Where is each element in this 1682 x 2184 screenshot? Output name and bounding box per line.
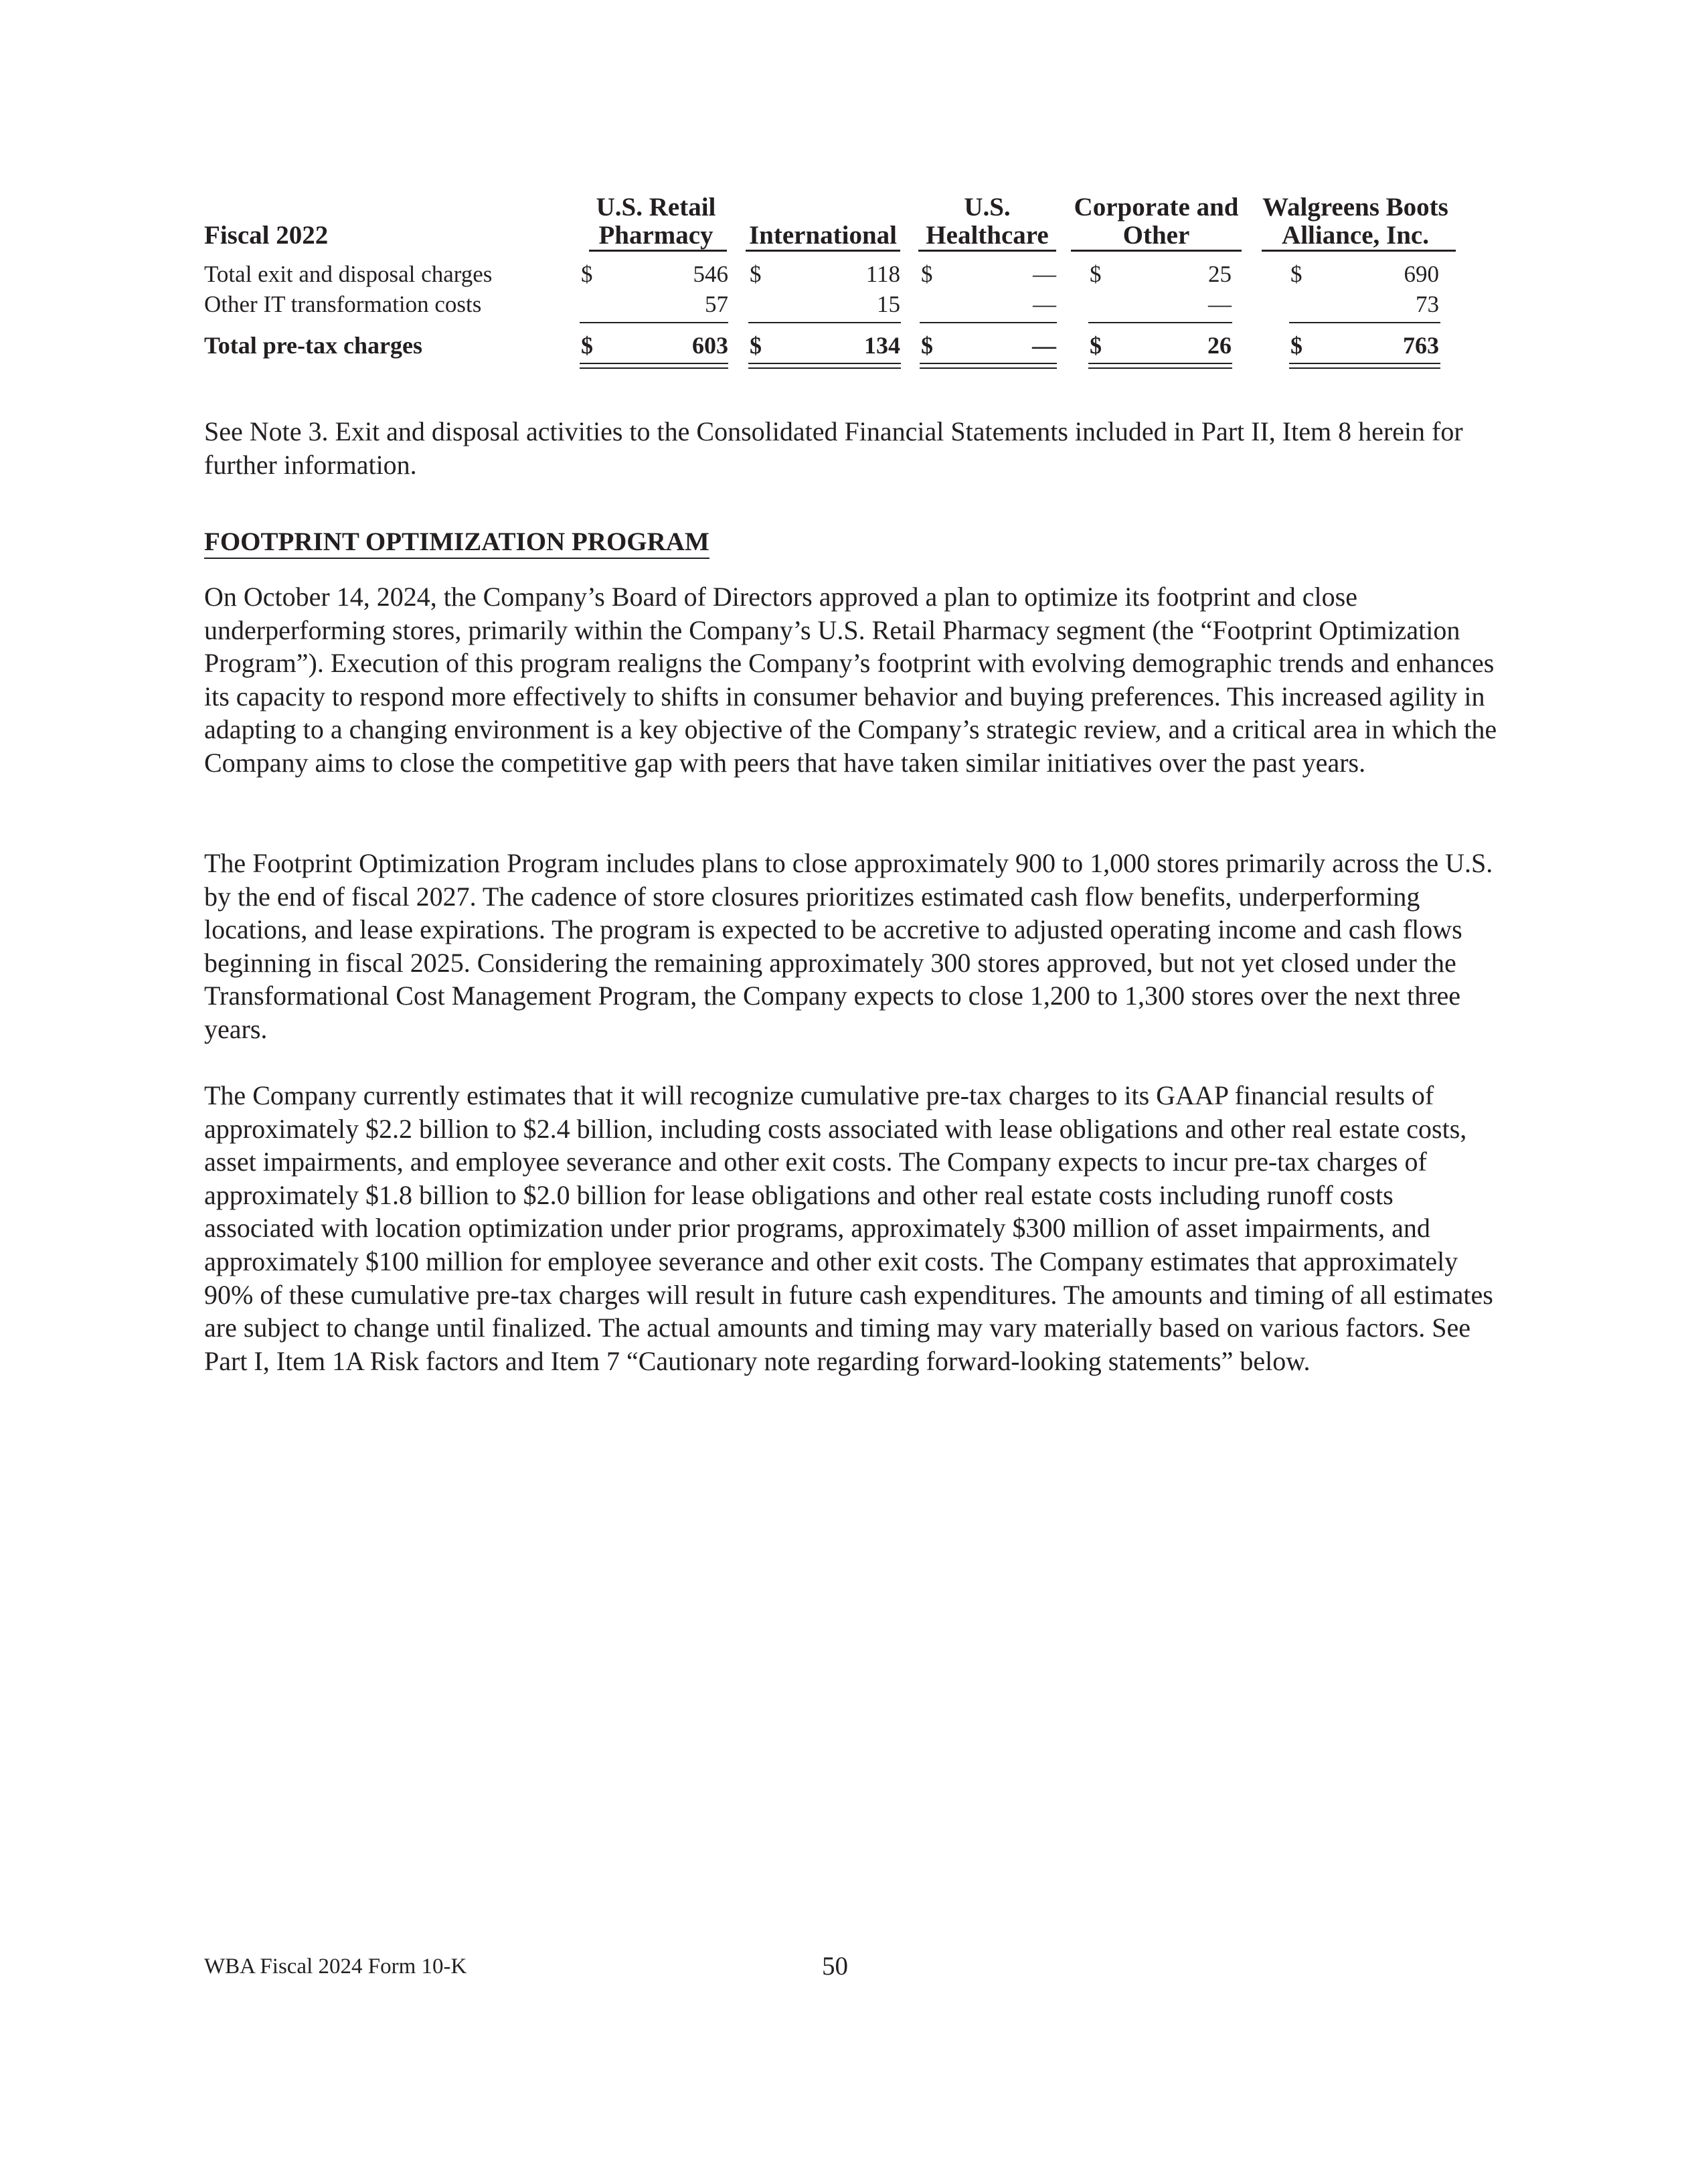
col-header-line2: Alliance, Inc.	[1282, 221, 1429, 250]
row-label: Total exit and disposal charges	[204, 261, 493, 287]
total-rule	[580, 363, 728, 364]
total-rule	[580, 367, 728, 369]
table-cell-total: 26	[1207, 332, 1232, 359]
total-rule	[920, 367, 1057, 369]
total-rule	[920, 363, 1057, 364]
table-cell-total: 134	[864, 332, 900, 359]
currency-symbol: $	[921, 332, 933, 359]
table-cell: 15	[877, 291, 900, 317]
table-cell: —	[1033, 291, 1056, 317]
subtotal-rule	[1289, 322, 1440, 323]
charges-table	[0, 0, 1682, 402]
col-header-line2: Healthcare	[926, 221, 1049, 250]
total-rule	[1088, 367, 1232, 369]
subtotal-rule	[1088, 322, 1232, 323]
currency-symbol: $	[581, 261, 593, 287]
currency-symbol: $	[1290, 332, 1302, 359]
header-rule	[1071, 250, 1242, 252]
currency-symbol: $	[1090, 332, 1102, 359]
col-header-line2: Pharmacy	[598, 221, 713, 250]
header-rule	[918, 250, 1056, 252]
table-cell-total: 763	[1403, 332, 1439, 359]
currency-symbol: $	[921, 261, 933, 287]
total-rule	[1289, 363, 1440, 364]
table-cell: 57	[705, 291, 728, 317]
paragraph: The Company currently estimates that it will recognize cumulative pre-tax charges to its GAAP financial results of approximately $2.2 billion to $2.4 billion, including costs associated with lease obligations and other real estate costs, asset impairments, and employee severance and other exit costs. The Company expects to incur pre-tax charges of approximately $1.8 billion to $2.0 billion for lease obligations and other real estate costs including runoff costs associated with location optimization under prior programs, approximately $300 million of asset impairments, and approximately $100 million for employee severance and other exit costs. The Company estimates that approximately 90% of these cumulative pre-tax charges will result in future cash expenditures. The amounts and timing of all estimates are subject to change until finalized. The actual amounts and timing may vary materially based on various factors. See Part I, Item 1A Risk factors and Item 7 “Cautionary note regarding forward-looking statements” below.	[204, 1080, 1493, 1376]
currency-symbol: $	[1290, 261, 1302, 287]
table-stub-header: Fiscal 2022	[204, 221, 329, 250]
table-cell: 118	[865, 261, 900, 287]
subtotal-rule	[580, 322, 728, 323]
subtotal-rule	[920, 322, 1057, 323]
currency-symbol: $	[750, 261, 762, 287]
col-header-line2: International	[748, 221, 897, 250]
total-rule	[1088, 363, 1232, 364]
table-cell: —	[1033, 261, 1056, 287]
currency-symbol: $	[581, 332, 593, 359]
table-cell: 546	[693, 261, 728, 287]
table-cell: —	[1208, 291, 1232, 317]
col-header-line1: Corporate and	[1074, 193, 1239, 222]
total-rule	[748, 367, 901, 369]
paragraph: The Footprint Optimization Program includes plans to close approximately 900 to 1,000 stores primarily across the U.S. by the end of fiscal 2027. The cadence of store closures prioritizes estimated cash flow benefits, underperforming locations, and lease expirations. The program is expected to be accretive to adjusted operating income and cash flows beginning in fiscal 2025. Considering the remaining approximately 300 stores approved, but not yet closed under the Transformational Cost Management Program, the Company expects to close 1,200 to 1,300 stores over the next three years.	[204, 848, 1493, 1044]
header-rule	[746, 250, 900, 252]
total-rule	[1289, 367, 1440, 369]
table-cell: 690	[1404, 261, 1439, 287]
table-cell: 73	[1416, 291, 1439, 317]
header-rule	[589, 250, 727, 252]
header-rule	[1262, 250, 1456, 252]
currency-symbol: $	[1090, 261, 1102, 287]
col-header-line1: U.S. Retail	[596, 193, 716, 222]
total-rule	[748, 363, 901, 364]
col-header-line1: U.S.	[964, 193, 1011, 222]
subtotal-rule	[748, 322, 901, 323]
page-number: 50	[822, 1952, 848, 1981]
row-label-total: Total pre-tax charges	[204, 332, 422, 359]
table-cell: 25	[1208, 261, 1232, 287]
paragraph: On October 14, 2024, the Company’s Board of Directors approved a plan to optimize its footprint and close underperforming stores, primarily within the Company’s U.S. Retail Pharmacy segment (the “Footprint Optimization Program”). Execution of this program realigns the Company’s footprint with evolving demographic trends and enhances its capacity to respond more effectively to shifts in consumer behavior and buying preferences. This increased agility in adapting to a changing environment is a key objective of the Company’s strategic review, and a critical area in which the Company aims to close the competitive gap with peers that have taken similar initiatives over the past years.	[204, 582, 1497, 778]
currency-symbol: $	[750, 332, 762, 359]
table-cell-total: 603	[692, 332, 728, 359]
note-reference: See Note 3. Exit and disposal activities to the Consolidated Financial Statements included in Part II, Item 8 herein for further information.	[204, 416, 1463, 480]
table-cell-total: —	[1032, 332, 1056, 359]
row-label: Other IT transformation costs	[204, 291, 482, 317]
section-heading: FOOTPRINT OPTIMIZATION PROGRAM	[204, 529, 709, 559]
footer-document-title: WBA Fiscal 2024 Form 10-K	[204, 1954, 467, 1979]
col-header-line1: Walgreens Boots	[1262, 193, 1448, 222]
col-header-line2: Other	[1122, 221, 1190, 250]
